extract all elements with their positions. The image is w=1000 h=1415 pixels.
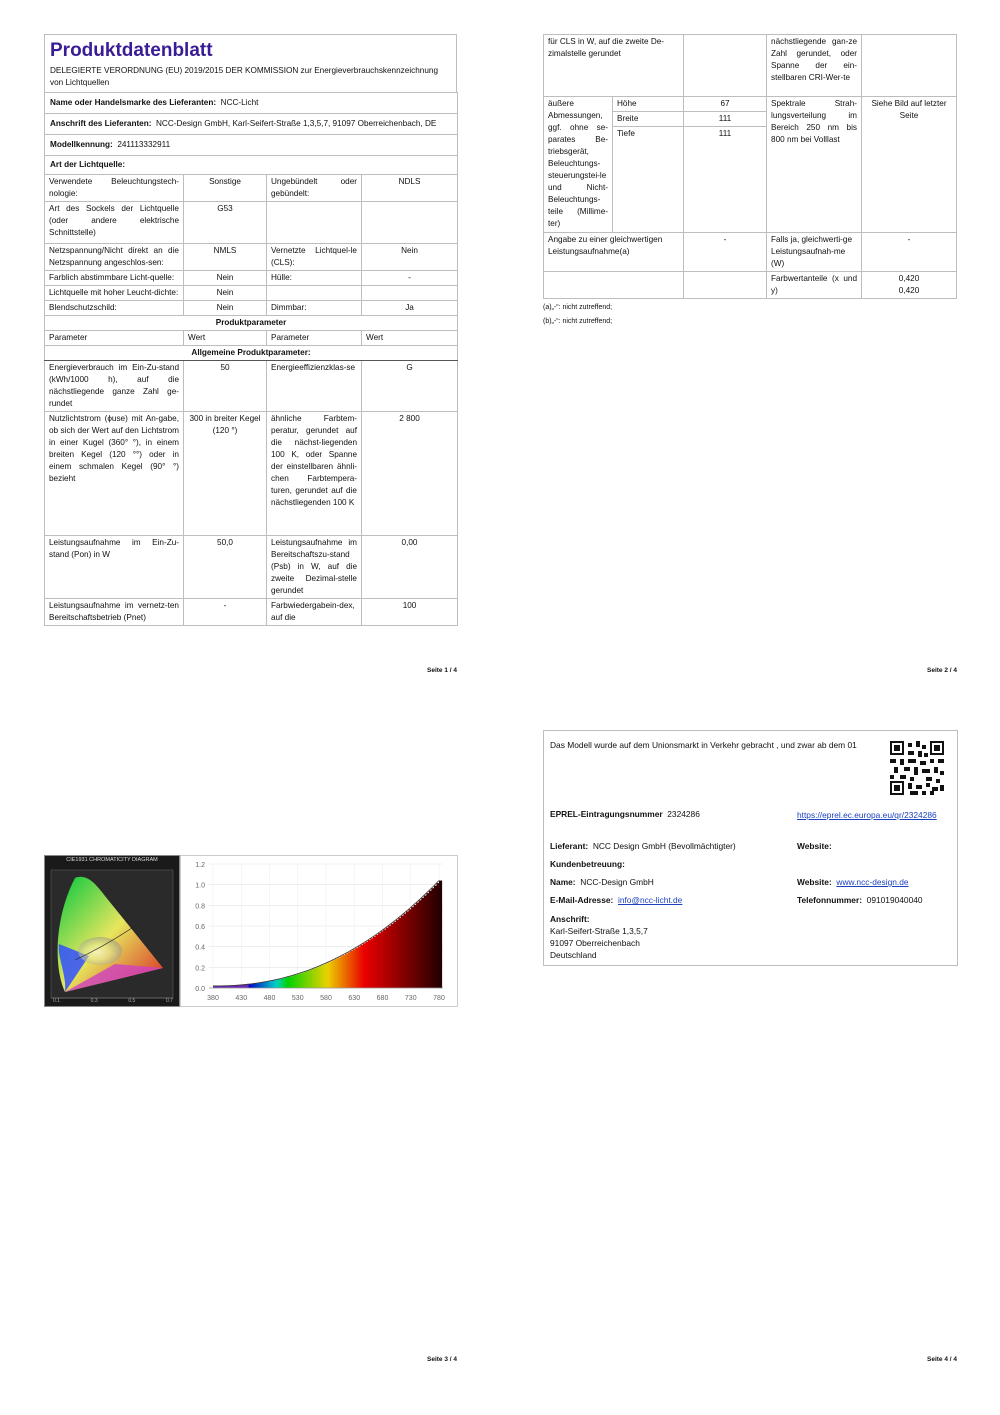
phone-value: 091019040040: [866, 895, 923, 905]
website-link[interactable]: www.ncc-design.de: [836, 877, 909, 887]
row-label: Verwendete Beleuchtungstech-nologie:: [45, 175, 184, 202]
row-value: 100: [362, 599, 458, 626]
y-tick-label: 0.8: [195, 903, 205, 911]
page-1-footer: Seite 1 / 4: [427, 667, 457, 674]
spectrum-bar: [439, 881, 442, 988]
row-label: Energieeffizienzklas-se: [267, 361, 362, 412]
x-tick-label: 630: [348, 995, 361, 1002]
spectral-label: Spektrale Strah-lungsverteilung im Bereich 250 nm bis 800 nm bei Volllast: [767, 97, 862, 233]
table-row: [45, 412, 458, 536]
name-value: NCC-Design GmbH: [580, 877, 654, 887]
row-label: Farblich abstimmbare Licht-quelle:: [45, 271, 184, 286]
row-value: G: [362, 361, 458, 412]
y-tick-label: 1.0: [195, 882, 205, 890]
row-value: Nein: [362, 244, 458, 271]
eprel-number: 2324286: [667, 809, 700, 819]
dimension-name: Breite: [613, 112, 684, 127]
column-header-row: [45, 331, 458, 346]
cie-x-tick: 0.5: [128, 998, 136, 1004]
row-label: ähnliche Farbtem-peratur, gerundet auf die nächst-liegenden 100 K, oder Spanne der einstellbaren ähnli-chen Farbtempera-turen, gerundet auf die nächstliegenden 100 K: [267, 412, 362, 536]
product-parameters-heading: Produktparameter: [45, 316, 458, 331]
row-label: Ungebündelt oder gebündelt:: [267, 175, 362, 202]
model-label: Modellkennung:: [50, 140, 113, 149]
row-label: Art des Sockels der Lichtquelle (oder andere elektrische Schnittstelle): [45, 202, 184, 244]
row-label: Nutzlichtstrom (ϕuse) mit An-gabe, ob sich der Wert auf den Lichtstrom in einer Kugel (360° °), in einem breiten Kegel (120 °°) oder in einem schmalen Kegel (90° °) bezieht: [45, 412, 184, 536]
col-header-value: Wert: [184, 331, 267, 346]
row-value: NMLS: [184, 244, 267, 271]
supplier-name: NCC-Licht: [220, 98, 259, 107]
table-row: [45, 244, 458, 271]
dimension-value: 67: [684, 97, 767, 112]
page-3: [44, 855, 456, 1005]
address-label: Anschrift:: [550, 914, 590, 924]
address-line: Karl-Seifert-Straße 1,3,5,7: [550, 926, 648, 936]
row-value: G53: [184, 202, 267, 244]
y-tick-label: 0.0: [195, 986, 205, 993]
general-parameters-heading: Allgemeine Produktparameter:: [45, 346, 458, 361]
row-value: -: [362, 271, 458, 286]
address-line: Deutschland: [550, 950, 597, 960]
table-row: [544, 35, 957, 97]
x-tick-label: 580: [320, 995, 332, 1002]
row-value: Nein: [184, 286, 267, 301]
x-tick-label: 680: [376, 995, 389, 1002]
row-label: Blendschutzschild:: [45, 301, 184, 316]
page-2-footer: Seite 2 / 4: [927, 667, 957, 674]
page-4: [543, 730, 958, 966]
row-value: Nein: [184, 271, 267, 286]
cie-plot: [45, 856, 179, 1006]
row-label: für CLS in W, auf die zweite De-zimalstelle gerundet: [544, 35, 684, 97]
row-value: -: [184, 599, 267, 626]
supplier-label: Lieferant:: [550, 841, 589, 851]
table-row: [45, 286, 458, 301]
spectral-value: Siehe Bild auf letzter Seite: [862, 97, 957, 233]
x-tick-label: 780: [433, 995, 445, 1002]
footnote-a: (a)„-“: nicht zutreffend;: [543, 304, 613, 311]
page-4-footer: Seite 4 / 4: [927, 1356, 957, 1363]
cie-x-tick: 0.7: [166, 998, 173, 1004]
table-row: [45, 202, 458, 244]
y-tick-label: 0.4: [195, 944, 205, 952]
page-title: Produktdatenblatt: [50, 40, 213, 61]
name-label: Name:: [550, 877, 576, 887]
dimension-name: Höhe: [613, 97, 684, 112]
table-row: [45, 301, 458, 316]
row-value: 300 in breiter Kegel (120 °): [184, 412, 267, 536]
cie-diagram: [44, 855, 180, 1007]
supplier-value: NCC Design GmbH (Bevollmächtigter): [592, 841, 736, 851]
qr-code-icon: [890, 741, 944, 795]
row-label: Hülle:: [267, 271, 362, 286]
cie-x-tick: 0.3: [90, 998, 98, 1004]
row-value: NDLS: [362, 175, 458, 202]
row-value: 2 800: [362, 412, 458, 536]
phone-label: Telefonnummer:: [797, 895, 862, 905]
x-tick-label: 480: [263, 995, 276, 1002]
chromaticity-y: 0,420: [898, 286, 920, 295]
row-label: nächstliegende gan-ze Zahl gerundet, oder Spanne der ein-stellbaren CRI-Wer-te: [767, 35, 862, 97]
row-label: Lichtquelle mit hoher Leucht-dichte:: [45, 286, 184, 301]
chromaticity-label: Farbwertanteile (x und y): [767, 272, 862, 299]
x-tick-label: 530: [291, 995, 304, 1002]
eprel-label: EPREL-Eintragungsnummer: [550, 809, 663, 819]
row-label: Leistungsaufnahme im vernetz-ten Bereitschaftsbetrieb (Pnet): [45, 599, 184, 626]
row-value: [362, 202, 458, 244]
equivalent-power-w-label: Falls ja, gleichwerti-ge Leistungsaufnah-me (W): [767, 233, 862, 272]
row-value: 50,0: [184, 536, 267, 599]
row-label: Energieverbrauch im Ein-Zu-stand (kWh/1000 h), auf die nächstliegende ganze Zahl ge-rundet: [45, 361, 184, 412]
row-value: Ja: [362, 301, 458, 316]
row-label: [267, 202, 362, 244]
row-label: Netzspannung/Nicht direkt an die Netzspannung angeschlos-sen:: [45, 244, 184, 271]
row-value: [362, 286, 458, 301]
light-source-type-heading: Art der Lichtquelle:: [45, 156, 458, 175]
website2-label: Website:: [797, 877, 832, 887]
page-3-footer: Seite 3 / 4: [427, 1356, 457, 1363]
email-link[interactable]: info@ncc-licht.de: [617, 895, 683, 905]
row-label: Vernetzte Lichtquel-le (CLS):: [267, 244, 362, 271]
y-tick-label: 0.2: [195, 965, 205, 973]
website-label: Website:: [797, 841, 832, 851]
x-tick-label: 730: [404, 995, 417, 1002]
cie-x-tick: 0.1: [53, 998, 60, 1004]
address-line: 91097 Oberreichenbach: [550, 938, 640, 948]
dimension-value: 111: [684, 112, 767, 127]
row-value: [684, 35, 767, 97]
table-row: [544, 233, 957, 272]
table-row: [544, 97, 957, 112]
equivalent-power-w-value: -: [862, 233, 957, 272]
cie-title: CIE1931 CHROMATICITY DIAGRAM: [66, 857, 158, 863]
row-label: Leistungsaufnahme im Ein-Zu-stand (Pon) in W: [45, 536, 184, 599]
col-header-parameter: Parameter: [267, 331, 362, 346]
footnote-b: (b)„-“: nicht zutreffend;: [543, 318, 613, 325]
spectrum-plot: [181, 856, 457, 1006]
row-label: Farbwiedergabein-dex, auf die: [267, 599, 362, 626]
y-tick-label: 1.2: [195, 862, 205, 869]
eprel-link[interactable]: https://eprel.ec.europa.eu/qr/2324286: [797, 810, 937, 820]
table-row: [45, 536, 458, 599]
table-row: [45, 271, 458, 286]
x-tick-label: 430: [235, 995, 248, 1002]
page-1: [44, 34, 457, 626]
row-label: Dimmbar:: [267, 301, 362, 316]
row-value: Nein: [184, 301, 267, 316]
supplier-table: [44, 92, 458, 626]
row-label: [267, 286, 362, 301]
market-date-text: Das Modell wurde auf dem Unionsmarkt in Verkehr gebracht , und zwar ab dem 01: [550, 740, 857, 750]
regulation-text: DELEGIERTE VERORDNUNG (EU) 2019/2015 DER KOMMISSION zur Energieverbrauchskennzeichnung von Lichtquellen: [50, 66, 438, 87]
equivalent-power-value: -: [684, 233, 767, 272]
dimension-value: 111: [684, 127, 767, 233]
equivalent-power-label: Angabe zu einer gleichwertigen Leistungsaufnahme(a): [544, 233, 684, 272]
col-header-value: Wert: [362, 331, 458, 346]
row-value: [862, 35, 957, 97]
supplier-address-label: Anschrift des Lieferanten:: [50, 119, 152, 128]
col-header-parameter: Parameter: [45, 331, 184, 346]
table-row: [45, 361, 458, 412]
continuation-table: [543, 34, 957, 299]
table-row: [45, 175, 458, 202]
dimensions-label: äußere Abmessungen, ggf. ohne se-parates Be-triebsgerät, Beleuchtungs-steuerungstei-le und Nicht-Beleuchtungs-teile (Millime-ter): [544, 97, 613, 233]
table-row: [544, 272, 957, 299]
row-value: Sonstige: [184, 175, 267, 202]
email-label: E-Mail-Adresse:: [550, 895, 614, 905]
dimension-name: Tiefe: [613, 127, 684, 233]
model-id: 241113332911: [117, 140, 171, 149]
customer-service-label: Kundenbetreuung:: [550, 859, 625, 869]
x-tick-label: 380: [207, 995, 219, 1002]
spectrum-chart: [180, 855, 458, 1007]
table-row: [45, 599, 458, 626]
supplier-address: NCC-Design GmbH, Karl-Seifert-Straße 1,3,5,7, 91097 Oberreichenbach, DE: [156, 119, 437, 128]
row-value: 0,00: [362, 536, 458, 599]
y-tick-label: 0.6: [195, 924, 205, 931]
supplier-name-label: Name oder Handelsmarke des Lieferanten:: [50, 98, 217, 107]
chromaticity-x: 0,420: [898, 274, 920, 283]
page-2: [543, 34, 956, 329]
row-label: Leistungsaufnahme im Bereitschaftszu-stand (Psb) in W, auf die zweite Dezimal-stelle gerundet: [267, 536, 362, 599]
row-value: 50: [184, 361, 267, 412]
